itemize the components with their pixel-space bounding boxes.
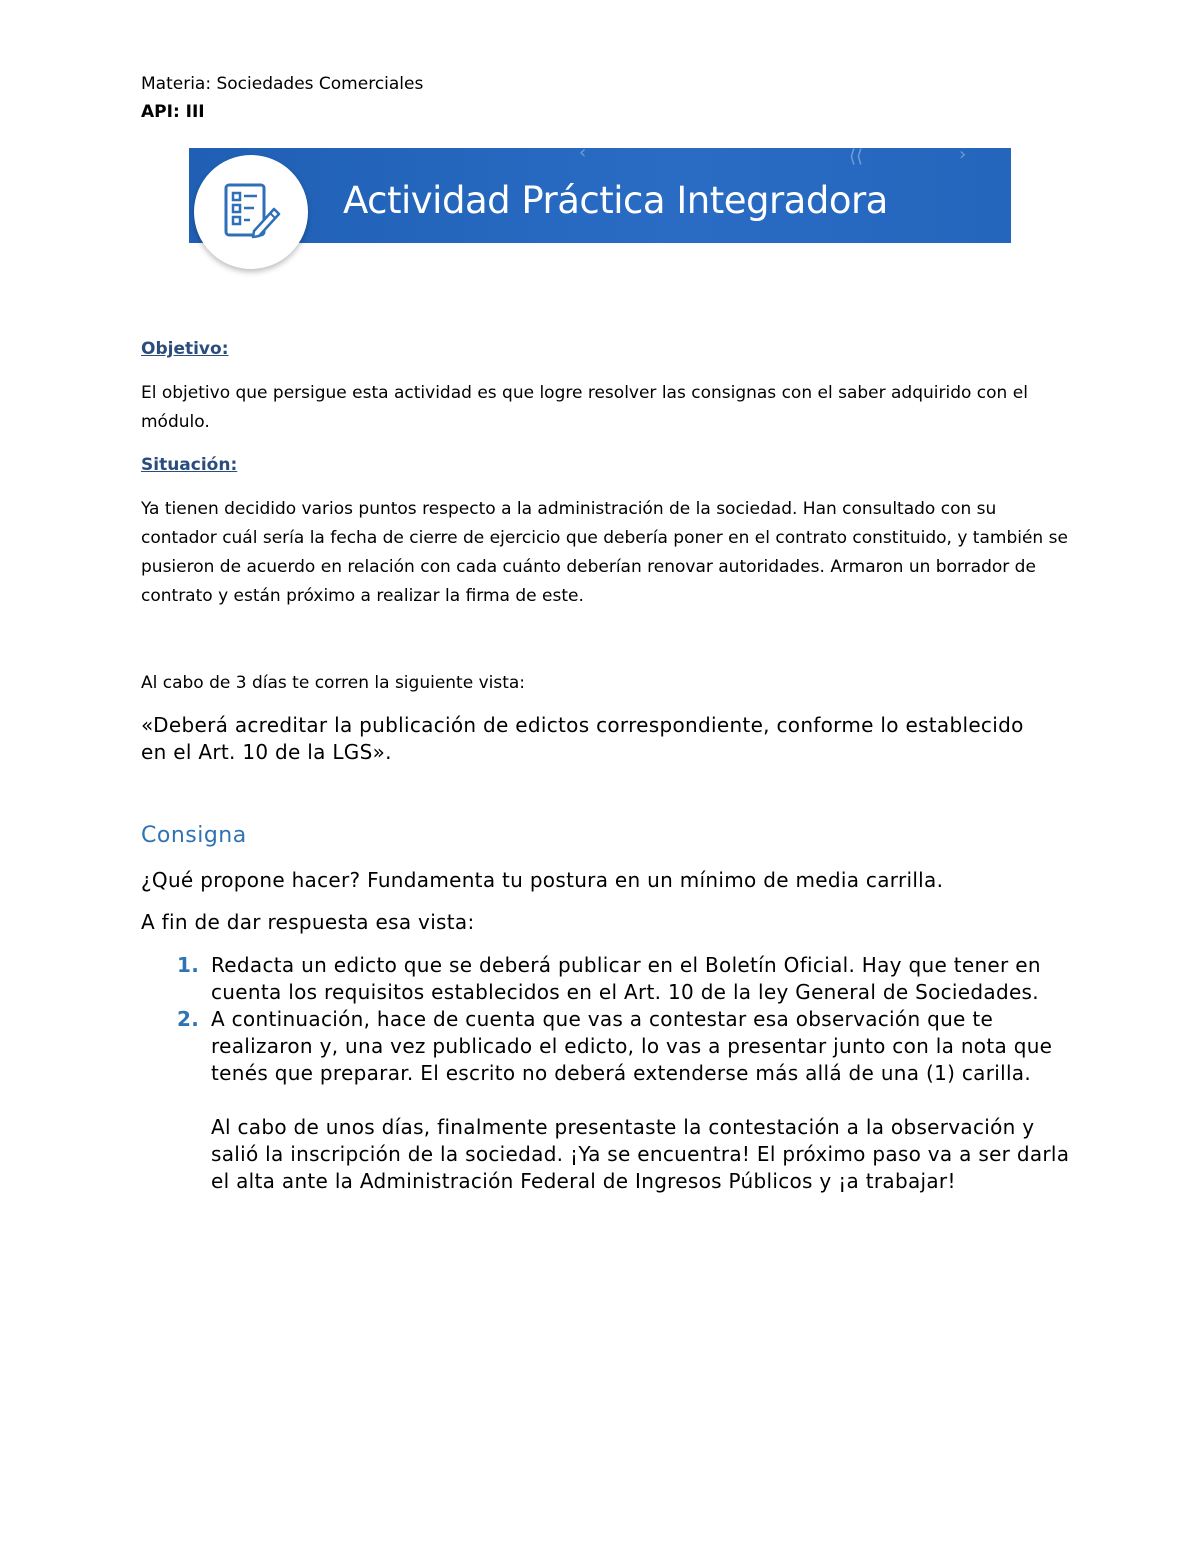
subject-line: Materia: Sociedades Comerciales xyxy=(141,74,424,94)
list-item-text: A continuación, hace de cuenta que vas a contestar esa observación que te realizaron y, una vez publicado el edicto, lo vas a presentar junto con la nota que tenés que preparar. El escrito no deberá extenderse más allá de una (1) carilla. xyxy=(211,1007,1053,1085)
vista-intro: Al cabo de 3 días te corren la siguiente vista: xyxy=(141,673,526,693)
list-item xyxy=(141,1006,1071,1195)
objetivo-heading: Objetivo: xyxy=(141,339,229,359)
consigna-heading: Consigna xyxy=(141,823,247,848)
api-line: API: III xyxy=(141,102,205,122)
consigna-lead: A fin de dar respuesta esa vista: xyxy=(141,910,475,934)
objetivo-text: El objetivo que persigue esta actividad es que logre resolver las consignas con el saber adquirido con el módulo. xyxy=(141,383,1028,432)
list-number: 2. xyxy=(177,1007,200,1031)
consigna-list xyxy=(141,952,1071,1195)
document-edit-icon xyxy=(220,181,282,243)
activity-banner: ⟨⟨ › ‹ xyxy=(189,148,1011,243)
banner-title: Actividad Práctica Integradora xyxy=(343,179,888,222)
list-item-followup: Al cabo de unos días, finalmente presentaste la contestación a la observación y salió la inscripción de la sociedad. ¡Ya se encuentra! El próximo paso va a ser darla el alta ante la Administración Federal de Ingresos Públicos y ¡a trabajar! xyxy=(211,1115,1070,1193)
consigna-question: ¿Qué propone hacer? Fundamenta tu postura en un mínimo de media carrilla. xyxy=(141,868,944,892)
situacion-heading: Situación: xyxy=(141,455,238,475)
list-item xyxy=(141,952,1071,1006)
situacion-text: Ya tienen decidido varios puntos respecto a la administración de la sociedad. Han consultado con su contador cuál sería la fecha de cierre de ejercicio que debería poner en el contrato constituido, y también se pusieron de acuerdo en relación con cada cuánto deberían renovar autoridades. Armaron un borrador de contrato y están próximo a realizar la firma de este. xyxy=(141,499,1068,606)
banner-icon-circle xyxy=(194,155,308,269)
list-item-text: Redacta un edicto que se deberá publicar en el Boletín Oficial. Hay que tener en cuenta los requisitos establecidos en el Art. 10 de la ley General de Sociedades. xyxy=(211,953,1041,1004)
list-number: 1. xyxy=(177,953,200,977)
vista-quote: «Deberá acreditar la publicación de edictos correspondiente, conforme lo establecido en el Art. 10 de la LGS». xyxy=(141,713,1024,764)
